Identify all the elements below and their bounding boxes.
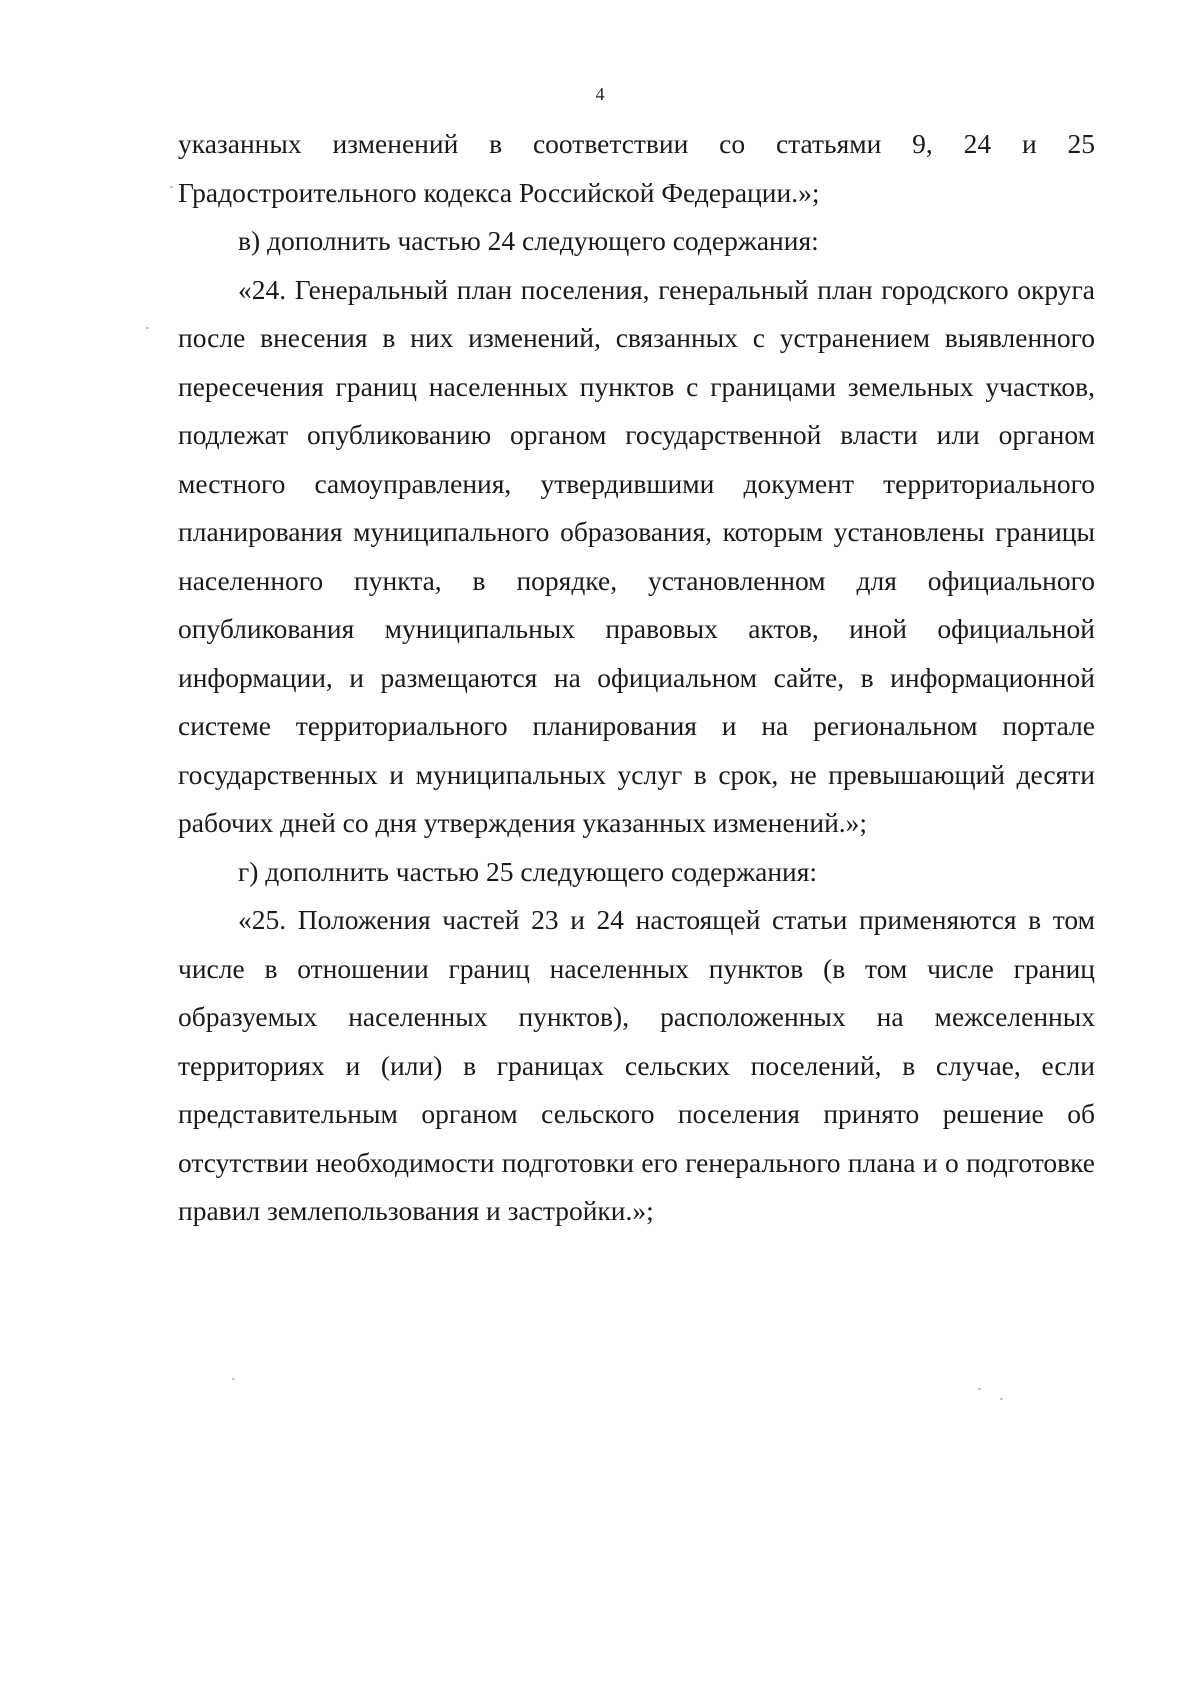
document-body <box>178 120 1095 1236</box>
paragraph-item-v: в) дополнить частью 24 следующего содержания: <box>238 225 819 256</box>
scan-speck <box>232 1378 235 1380</box>
scan-speck <box>170 186 173 188</box>
scan-speck <box>146 327 149 329</box>
scan-speck <box>978 1388 981 1390</box>
scan-speck <box>1000 1398 1003 1400</box>
paragraph-part-24: «24. Генеральный план поселения, генеральный план городского округа после внесения в них изменений, связанных с устранением выявленного пересечения границ населенных пунктов с границами земельных участков, подлежат опубликованию органом государственной власти или органом местного самоуправления, утвердившими документ территориального планирования муниципального образования, которым установлены границы населенного пункта, в порядке, установленном для официального опубликования муниципальных правовых актов, иной официальной информации, и размещаются на официальном сайте, в информационной системе территориального планирования и на региональном портале государственных и муниципальных услуг в срок, не превышающий десяти рабочих дней со дня утверждения указанных изменений.»; <box>178 273 1095 838</box>
page-number: 4 <box>595 84 605 104</box>
paragraph-part-25: «25. Положения частей 23 и 24 настоящей статьи применяются в том числе в отношении границ населенных пунктов (в том числе границ образуемых населенных пунктов), расположенных на межселенных территориях и (или) в границах сельских поселений, в случае, если представительным органом сельского поселения принято решение об отсутствии необходимости подготовки его генерального плана и о подготовке правил землепользования и застройки.»; <box>178 904 1095 1226</box>
paragraph-continuation: указанных изменений в соответствии со статьями 9, 24 и 25 Градостроительного кодекса Российской Федерации.»; <box>178 128 1095 208</box>
paragraph-item-g: г) дополнить частью 25 следующего содержания: <box>238 855 818 887</box>
